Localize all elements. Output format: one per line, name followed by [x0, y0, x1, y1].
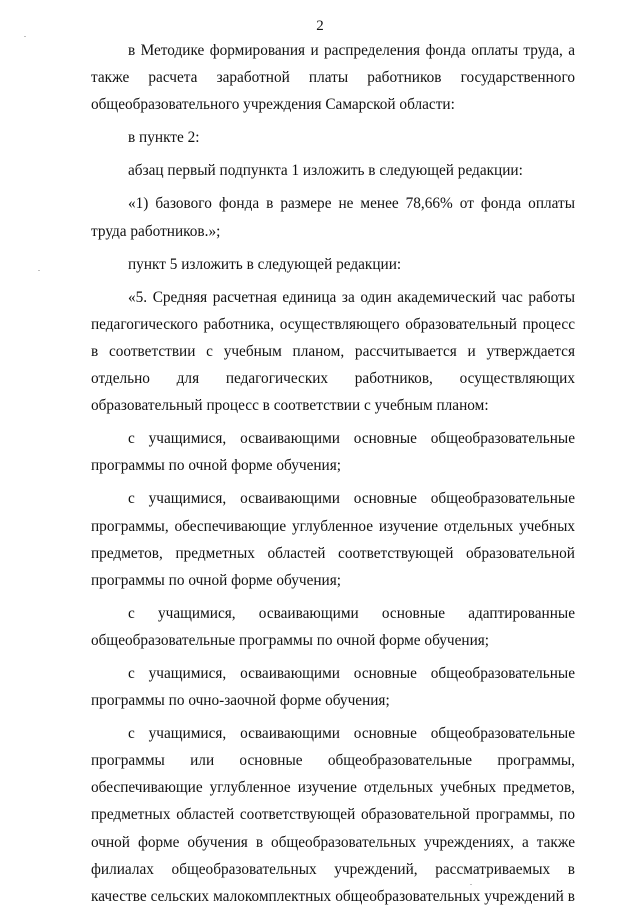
paragraph-item-advanced-study: с учащимися, осваивающими основные общеобразовательные программы, обеспечивающие углубленное изучение отдельных учебных предметов, предметных областей соответствующей образовательной программы по очной форме обучения;	[91, 490, 575, 589]
scan-speck	[470, 884, 472, 885]
paragraph-methodology-intro: в Методике формирования и распределения фонда оплаты труда, а также расчета заработной платы работников государственного общеобразовательного учреждения Самарской области:	[91, 42, 575, 114]
paragraph-item-rural-schools: с учащимися, осваивающими основные общеобразовательные программы или основные общеобразовательные программы, обеспечивающие углубленное изучение отдельных учебных предметов, предметных областей соответствующей образовательной программы, по очной форме обучения в общеобразовательных учреждениях, а также филиалах общеобразовательных учреждений, рассматриваемых в качестве сельских малокомплектных общеобразовательных учреждений в	[91, 725, 575, 905]
paragraph-item-part-time: с учащимися, осваивающими основные общеобразовательные программы по очно-заочной форме обучения;	[91, 664, 575, 710]
page-number: 2	[316, 18, 324, 34]
paragraph-point-2: в пункте 2:	[128, 129, 200, 147]
paragraph-point-5-text: «5. Средняя расчетная единица за один академический час работы педагогического работника, осуществляющего образовательный процесс в соответствии с учебным планом, рассчитывается и утверждается отдельно для педагогических работников, осуществляющих образовательный процесс в соответствии с учебным планом:	[91, 288, 575, 415]
paragraph-item-full-time: с учащимися, осваивающими основные общеобразовательные программы по очной форме обучения;	[91, 430, 575, 475]
scan-speck	[38, 270, 40, 271]
paragraph-item-adapted-programs: с учащимися, осваивающими основные адаптированные общеобразовательные программы по очной форме обучения;	[91, 604, 575, 649]
paragraph-point-5-edit: пункт 5 изложить в следующей редакции:	[128, 255, 402, 273]
paragraph-subpoint-1-edit: абзац первый подпункта 1 изложить в следующей редакции:	[128, 162, 523, 180]
paragraph-base-fund: «1) базового фонда в размере не менее 78,66% от фонда оплаты труда работников.»;	[91, 195, 575, 240]
document-body	[91, 37, 575, 910]
scan-speck	[24, 36, 26, 37]
